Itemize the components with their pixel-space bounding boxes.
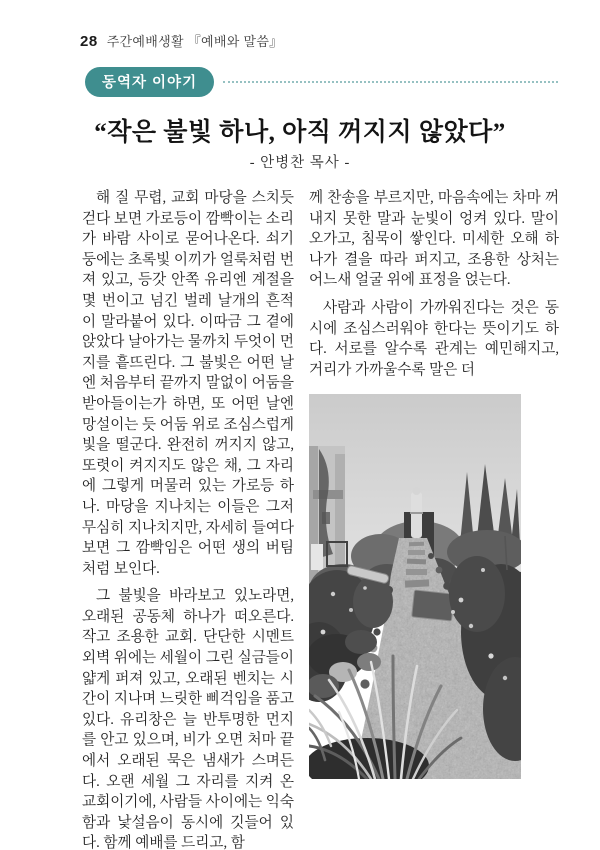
paragraph: 사람과 사람이 가까워진다는 것은 동시에 조심스러워야 한다는 뜻이기도 하다. 서로를 알수록 관계는 예민해지고, 거리가 가까울수록 말은 더 — [309, 299, 559, 378]
photo-rock-pile — [309, 630, 381, 698]
section-badge: 동역자 이야기 — [85, 67, 214, 97]
page-number: 28 — [80, 33, 98, 50]
article-body — [82, 188, 559, 850]
article-title: “작은 불빛 하나, 아직 꺼지지 않았다” — [94, 119, 506, 146]
garden-path-photo — [309, 394, 521, 779]
right-column — [309, 188, 559, 850]
photo-statue — [410, 487, 423, 538]
dotted-divider — [223, 81, 558, 83]
page-header — [80, 31, 283, 50]
article-byline: - 안병찬 목사 - — [249, 155, 351, 171]
section-badge-row — [85, 67, 558, 97]
paragraph: 해 질 무렵, 교회 마당을 스치듯 걷다 보면 가로등이 깜빡이는 소리가 바람 사이로 묻어나온다. 쇠기둥에는 초록빛 이끼가 얼룩처럼 번져 있고, 등갓 안쪽 유리엔 계절을 몇 번이고 넘긴 벌레 날개의 흔적이 말라붙어 있다. 이따금 그 곁에 앉았다 날아가는 물까치 두엇이 먼지를 흩뜨린다. 그 불빛은 어떤 날엔 처음부터 끝까지 말없이 어둠을 받아들이는가 하면, 또 어떤 날엔 망설이는 듯 어둠 위로 조심스럽게 빛을 떨군다. 완전히 꺼지지 않고, 또렷이 켜지지도 않은 채, 그 자리에 그렇게 머물러 있는 가로등 하나. 마당을 지나치는 이들은 그저 무심히 지나치지만, 자세히 들여다보면 그 깜빡임은 어떤 생의 버팀처럼 보인다. — [82, 190, 294, 577]
paragraph: 그 불빛을 바라보고 있노라면, 오래된 공동체 하나가 떠오른다. 작고 조용한 교회. 단단한 시멘트 외벽 위에는 세월이 그린 실금들이 얇게 퍼져 있고, 오래된 벤치는 시간이 지나며 느릿한 삐걱임을 품고 있다. 유리창은 늘 반투명한 먼지를 안고 있으며, 비가 오면 처마 끝에서 오래된 묵은 냄새가 스며든다. 오랜 세월 그 자리를 지켜 온 교회이기에, 사람들 사이에는 익숙함과 낯설음이 동시에 깃들어 있다. 함께 예배를 드리고, 함 — [82, 588, 294, 850]
paragraph: 께 찬송을 부르지만, 마음속에는 차마 꺼내지 못한 말과 눈빛이 엉켜 있다. 말이 오가고, 침묵이 쌓인다. 미세한 오해 하나가 결을 따라 퍼지고, 조용한 상처는 어느새 얼굴 위에 표정을 얹는다. — [309, 190, 559, 289]
publication-title: 주간예배생활 『예배와 말씀』 — [106, 34, 283, 49]
left-column — [82, 188, 294, 850]
